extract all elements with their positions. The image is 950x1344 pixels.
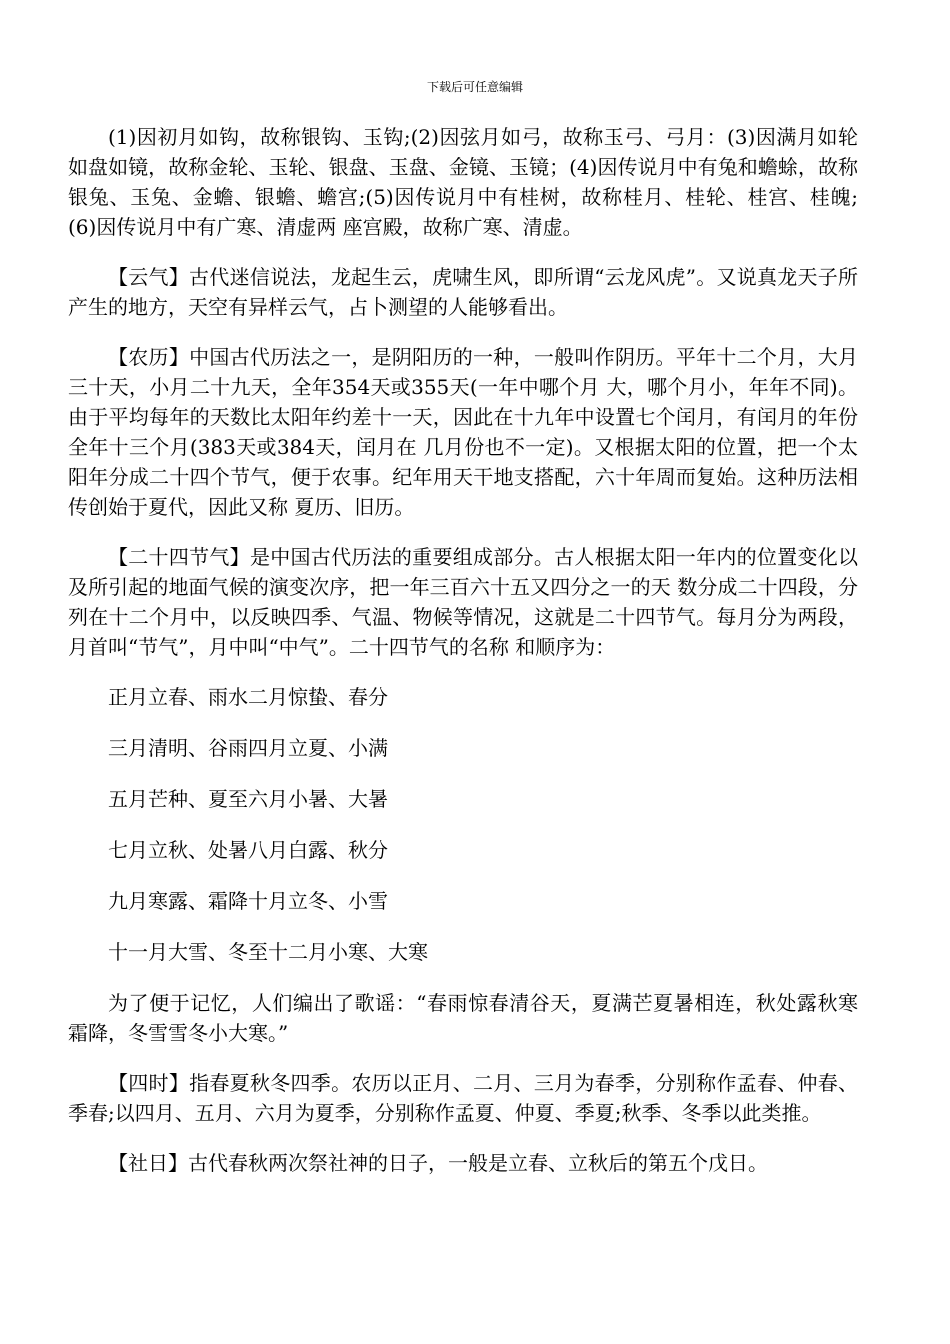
term-title: 【四时】 [108,1071,190,1095]
paragraph-moon-names [68,122,858,242]
paragraph-text: 古代春秋两次祭社神的日子，一般是立春、立秋后的第五个戊日。 [188,1151,768,1175]
paragraph-sishi [68,1068,858,1128]
term-title: 【云气】 [108,265,190,289]
paragraph-sheri [68,1148,858,1178]
term-title: 【农历】 [108,345,190,369]
page-header: 下载后可任意编辑 [426,80,523,94]
paragraph-mnemonic-song [68,988,858,1048]
paragraph-nongli [68,342,858,522]
solar-term-line: 九月寒露、霜降十月立冬、小雪 [108,889,388,913]
term-title: 【二十四节气】 [108,545,250,569]
paragraph-text: 指春夏秋冬四季。农历以正月、二月、三月为春季，分别称作孟春、仲春、季春;以四月、五月、六月为夏季，分别称作孟夏、仲夏、季夏;秋季、冬季以此类推。 [68,1071,859,1125]
term-title: 【社日】 [108,1151,188,1175]
solar-term-line: 正月立春、雨水二月惊蛰、春分 [108,685,388,709]
paragraph-solar-terms [68,542,858,662]
paragraph-text: 中国古代历法之一，是阴阳历的一种，一般叫作阴历。平年十二个月，大月三十天，小月二十九天，全年354天或355天(一年中哪个月 大，哪个月小，年年不同)。由于平均每年的天数比太阳年约差十一天，因此在十九年中设置七个闰月，有闰月的年份全年十三个月(383天或384天，闰月在 几月份也不一定)。又根据太阳的位置，把一个太阳年分成二十四个节气，便于农事。纪年用天干地支搭配，六十年周而复始。这种历法相传创始于夏代，因此又称 夏历、旧历。 [68,345,859,519]
document-body [68,122,858,1198]
paragraph-text: 为了便于记忆，人们编出了歌谣：“春雨惊春清谷天，夏满芒夏暑相连，秋处露秋寒霜降，冬雪雪冬小大寒。” [68,991,858,1045]
paragraph-text: 是中国古代历法的重要组成部分。古人根据太阳一年内的位置变化以及所引起的地面气候的演变次序，把一年三百六十五又四分之一的天 数分成二十四段，分列在十二个月中，以反映四季、气温、物候等情况，这就是二十四节气。每月分为两段，月首叫“节气”，月中叫“中气”。二十四节气的名称 和顺序为： [68,545,859,659]
paragraph-text: 古代迷信说法，龙起生云，虎啸生风，即所谓“云龙风虎”。又说真龙天子所产生的地方，天空有异样云气，占卜测望的人能够看出。 [68,265,859,319]
solar-term-line: 五月芒种、夏至六月小暑、大暑 [108,787,388,811]
paragraph-yunqi [68,262,858,322]
solar-term-line: 三月清明、谷雨四月立夏、小满 [108,736,388,760]
solar-term-line: 七月立秋、处暑八月白露、秋分 [108,838,388,862]
solar-term-line: 十一月大雪、冬至十二月小寒、大寒 [108,940,428,964]
paragraph-text: (1)因初月如钩，故称银钩、玉钩;(2)因弦月如弓，故称玉弓、弓月：(3)因满月如轮如盘如镜，故称金轮、玉轮、银盘、玉盘、金镜、玉镜；(4)因传说月中有兔和蟾蜍，故称银兔、玉兔、金蟾、银蟾、蟾宫;(5)因传说月中有桂树，故称桂月、桂轮、桂宫、桂魄;(6)因传说月中有广寒、清虚两 座宫殿，故称广寒、清虚。 [68,125,858,239]
